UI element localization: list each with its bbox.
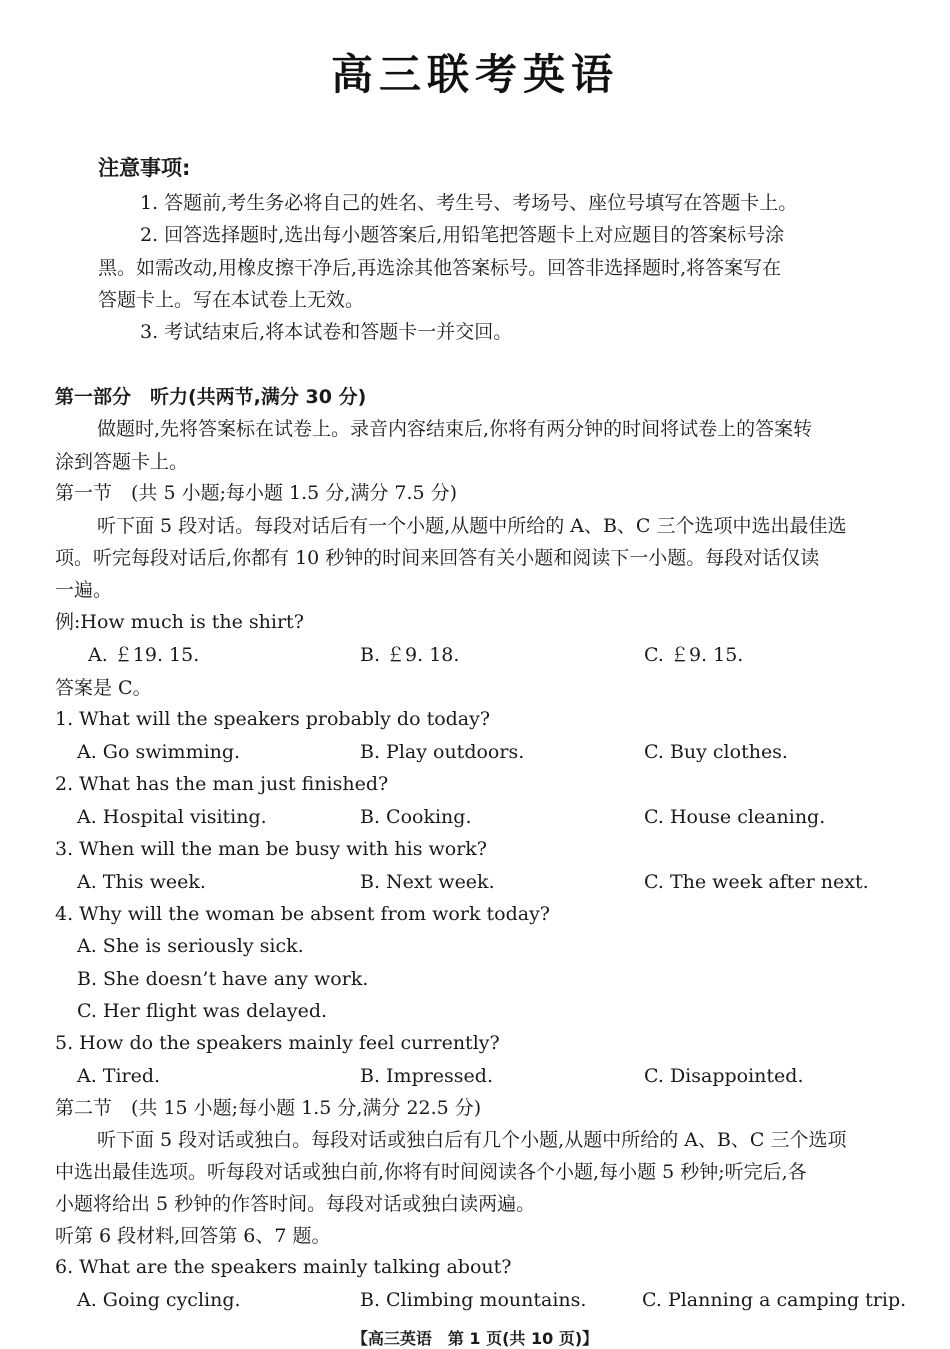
option-6a: A. Going cycling. (77, 1289, 241, 1311)
section1-heading: 第一节 (共 5 小题;每小题 1.5 分,满分 7.5 分) (55, 482, 458, 504)
example-option-a: A. ￡19. 15. (88, 644, 200, 666)
page-title: 高三联考英语 (330, 50, 619, 99)
option-6c: C. Planning a camping trip. (642, 1289, 907, 1311)
option-3a: A. This week. (77, 871, 206, 893)
option-2a: A. Hospital visiting. (77, 806, 267, 828)
option-3b: B. Next week. (360, 871, 495, 893)
notice-item: 2. 回答选择题时,选出每小题答案后,用铅笔把答题卡上对应题目的答案标号涂 (140, 224, 785, 246)
question-2: 2. What has the man just finished? (55, 773, 389, 795)
option-1c: C. Buy clothes. (644, 741, 788, 763)
example-answer: 答案是 C。 (55, 677, 152, 699)
example-question: 例:How much is the shirt? (55, 611, 304, 633)
option-4b: B. She doesn’t have any work. (77, 968, 369, 990)
option-5c: C. Disappointed. (644, 1065, 804, 1087)
part1-intro: 涂到答题卡上。 (55, 451, 189, 473)
notice-item: 黑。如需改动,用橡皮擦干净后,再选涂其他答案标号。回答非选择题时,将答案写在 (98, 257, 782, 279)
option-4a: A. She is seriously sick. (77, 935, 304, 957)
section1-instructions: 一遍。 (55, 579, 113, 601)
section2-heading: 第二节 (共 15 小题;每小题 1.5 分,满分 22.5 分) (55, 1097, 482, 1119)
notice-heading: 注意事项: (98, 156, 191, 180)
part1-intro: 做题时,先将答案标在试卷上。录音内容结束后,你将有两分钟的时间将试卷上的答案转 (97, 418, 813, 440)
section2-instructions: 中选出最佳选项。听每段对话或独白前,你将有时间阅读各个小题,每小题 5 秒钟;听完后,各 (55, 1161, 807, 1183)
material-note: 听第 6 段材料,回答第 6、7 题。 (55, 1225, 331, 1247)
section2-instructions: 小题将给出 5 秒钟的作答时间。每段对话或独白读两遍。 (55, 1193, 536, 1215)
example-option-c: C. ￡9. 15. (644, 644, 744, 666)
part1-heading: 第一部分 听力(共两节,满分 30 分) (55, 386, 367, 408)
notice-item: 3. 考试结束后,将本试卷和答题卡一并交回。 (140, 321, 513, 343)
option-5b: B. Impressed. (360, 1065, 493, 1087)
option-2b: B. Cooking. (360, 806, 472, 828)
option-5a: A. Tired. (77, 1065, 161, 1087)
section1-instructions: 项。听完每段对话后,你都有 10 秒钟的时间来回答有关小题和阅读下一小题。每段对话仅读 (55, 547, 820, 569)
question-4: 4. Why will the woman be absent from work today? (55, 903, 550, 925)
option-4c: C. Her flight was delayed. (77, 1000, 328, 1022)
notice-item: 1. 答题前,考生务必将自己的姓名、考生号、考场号、座位号填写在答题卡上。 (140, 192, 798, 214)
example-option-b: B. ￡9. 18. (360, 644, 460, 666)
question-5: 5. How do the speakers mainly feel currently? (55, 1032, 500, 1054)
option-1a: A. Go swimming. (77, 741, 241, 763)
option-3c: C. The week after next. (644, 871, 869, 893)
question-1: 1. What will the speakers probably do today? (55, 708, 491, 730)
section2-instructions: 听下面 5 段对话或独白。每段对话或独白后有几个小题,从题中所给的 A、B、C 三个选项 (97, 1129, 847, 1151)
option-1b: B. Play outdoors. (360, 741, 525, 763)
page-footer: 【高三英语 第 1 页(共 10 页)】 (351, 1329, 599, 1348)
option-2c: C. House cleaning. (644, 806, 826, 828)
section1-instructions: 听下面 5 段对话。每段对话后有一个小题,从题中所给的 A、B、C 三个选项中选出最佳选 (97, 515, 847, 537)
question-6: 6. What are the speakers mainly talking about? (55, 1256, 512, 1278)
question-3: 3. When will the man be busy with his work? (55, 838, 487, 860)
option-6b: B. Climbing mountains. (360, 1289, 587, 1311)
notice-item: 答题卡上。写在本试卷上无效。 (98, 289, 365, 311)
